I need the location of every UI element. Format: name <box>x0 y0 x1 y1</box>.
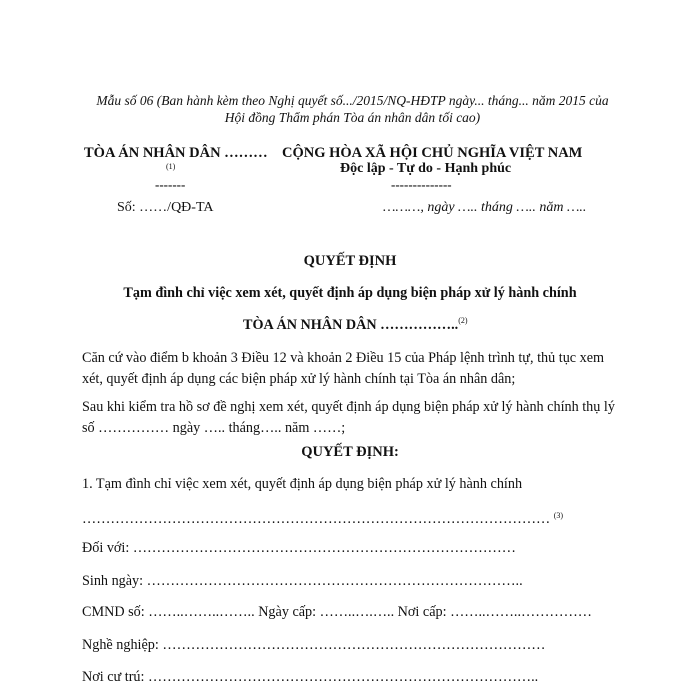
legal-basis-paragraph: Căn cứ vào điểm b khoản 3 Điều 12 và khoản 2 Điều 15 của Pháp lệnh trình tự, thủ tục xem xét, quyết định áp dụng các biện pháp xử lý hành chính tại Tòa án nhân dân; <box>82 350 605 387</box>
field-id-card-value: ……..……..…….. Ngày cấp: ……..….….. Nơi cấp: ……..……..…………… <box>148 604 592 620</box>
field-id-card-label: CMND số: <box>82 604 149 620</box>
decision-number: Số: ……/QĐ-TA <box>117 200 214 215</box>
court-name: TÒA ÁN NHÂN DÂN ……… <box>84 145 268 161</box>
form-note-line1: Mẫu số 06 (Ban hành kèm theo Nghị quyết số.../2015/NQ-HĐTP ngày... tháng... năm 2015 của <box>96 93 609 108</box>
field-subject-label: Đối với: <box>82 540 133 556</box>
item-1-text: 1. Tạm đình chỉ việc xem xét, quyết định áp dụng biện pháp xử lý hành chính <box>82 476 523 492</box>
issuing-court-text: TÒA ÁN NHÂN DÂN …………….. <box>243 317 459 333</box>
field-birth-date-label: Sinh ngày: <box>82 573 147 589</box>
national-motto: Độc lập - Tự do - Hạnh phúc <box>340 161 512 176</box>
document-title: QUYẾT ĐỊNH <box>303 253 397 269</box>
place-date-line: ………, ngày ….. tháng ….. năm ….. <box>383 200 587 215</box>
issuing-court-line <box>243 316 468 334</box>
field-occupation-value: ……………………………………………………………………… <box>162 637 546 653</box>
field-occupation <box>82 635 545 656</box>
decision-heading: QUYẾT ĐỊNH: <box>301 444 399 460</box>
field-residence <box>82 667 538 688</box>
left-header-divider: ------- <box>155 177 186 192</box>
item-1-dots: ……………………………………………………………………………………… <box>82 511 551 527</box>
field-birth-date-value: …………………………………………………………………….. <box>146 573 523 589</box>
court-footnote-marker: (1) <box>166 162 176 171</box>
item-1-footnote-marker: (3) <box>553 511 564 520</box>
field-occupation-label: Nghề nghiệp: <box>82 637 163 653</box>
item-1-dotted-line <box>82 505 563 530</box>
form-note <box>80 92 625 126</box>
country-name: CỘNG HÒA XÃ HỘI CHỦ NGHĨA VIỆT NAM <box>282 145 583 161</box>
right-header-divider: -------------- <box>391 177 452 192</box>
field-id-card <box>82 602 592 623</box>
field-residence-label: Nơi cư trú: <box>82 669 149 685</box>
field-birth-date <box>82 571 523 592</box>
form-note-line2: Hội đồng Thẩm phán Tòa án nhân dân tối cao) <box>224 110 481 125</box>
review-paragraph: Sau khi kiểm tra hồ sơ đề nghị xem xét, quyết định áp dụng biện pháp xử lý hành chính thụ lý số …………… ngày ….. tháng….. năm ……; <box>82 399 615 436</box>
field-subject-value: ……………………………………………………………………… <box>132 540 516 556</box>
issuing-court-footnote-marker: (2) <box>458 316 468 325</box>
document-subtitle: Tạm đình chỉ việc xem xét, quyết định áp dụng biện pháp xử lý hành chính <box>123 285 577 301</box>
field-subject <box>82 538 516 559</box>
field-residence-value: ……………………………………………………………………….. <box>148 669 539 685</box>
